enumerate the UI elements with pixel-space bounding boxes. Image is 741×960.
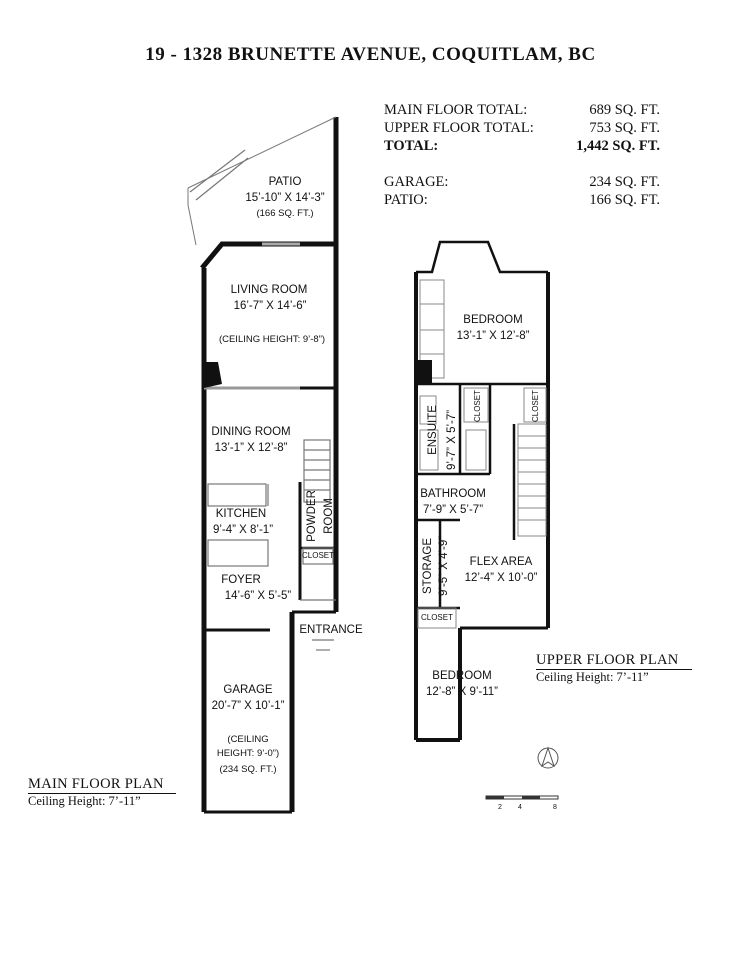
foyer-dims: 14’-6” X 5’-5”	[224, 590, 292, 602]
stat-label: MAIN FLOOR TOTAL:	[384, 102, 528, 118]
ensuite-name: ENSUITE	[427, 405, 439, 455]
dining-room-dims: 13’-1” X 12’-8”	[214, 442, 288, 454]
garage-name: GARAGE	[223, 684, 273, 696]
living-room-name: LIVING ROOM	[230, 284, 308, 296]
column-fill	[204, 362, 222, 388]
upper-floor-title: UPPER FLOOR PLAN	[536, 652, 679, 668]
main-floor-title: MAIN FLOOR PLAN	[28, 776, 164, 792]
storage-dims: 9’-5” X 4’-9”	[438, 535, 450, 596]
main-floor-caption	[28, 776, 176, 809]
stat-value: 753 SQ. FT.	[589, 120, 660, 136]
scale-tick: 2	[498, 804, 502, 811]
north-arrow-icon	[538, 748, 558, 768]
stat-label: UPPER FLOOR TOTAL:	[384, 120, 534, 136]
garage-dims: 20’-7” X 10’-1”	[211, 700, 285, 712]
upper-column-fill	[416, 360, 432, 384]
closet-c-label: CLOSET	[420, 613, 453, 622]
foyer-name: FOYER	[221, 574, 261, 586]
stat-value: 689 SQ. FT.	[589, 102, 660, 118]
powder-room-name: POWDER	[306, 490, 318, 542]
garage-area: (234 SQ. FT.)	[219, 764, 277, 775]
patio-name: PATIO	[268, 176, 302, 188]
stat-label: GARAGE:	[384, 174, 449, 190]
stat-label: PATIO:	[384, 192, 428, 208]
stat-value: 1,442 SQ. FT.	[576, 138, 660, 154]
upper-floor-caption	[536, 652, 692, 685]
scale-tick: 4	[518, 804, 522, 811]
kitchen-name: KITCHEN	[215, 508, 267, 520]
patio-dims: 15’-10” X 14’-3”	[245, 192, 325, 204]
entrance-label: ENTRANCE	[299, 624, 363, 636]
bedroom-2-name: BEDROOM	[432, 670, 492, 682]
main-closet-label: CLOSET	[302, 551, 335, 560]
flex-area-name: FLEX AREA	[469, 556, 533, 568]
stat-value: 166 SQ. FT.	[589, 192, 660, 208]
bedroom-2-dims: 12’-8” X 9’-11”	[425, 686, 498, 698]
flex-area-dims: 12’-4” X 10’-0”	[464, 572, 538, 584]
scale-tick: 8	[553, 804, 557, 811]
main-floor-ceiling: Ceiling Height: 7’-11”	[28, 794, 141, 808]
garage-note-1: (CEILING	[227, 734, 269, 745]
scale-bar	[486, 796, 558, 799]
storage-name: STORAGE	[422, 537, 434, 595]
stat-value: 234 SQ. FT.	[589, 174, 660, 190]
bedroom-1-dims: 13’-1” X 12’-8”	[456, 330, 530, 342]
page-title: 19 - 1328 BRUNETTE AVENUE, COQUITLAM, BC	[145, 44, 596, 65]
bathroom-dims: 7’-9” X 5’-7”	[422, 504, 484, 516]
stat-label: TOTAL:	[384, 138, 439, 154]
bedroom-1-name: BEDROOM	[463, 314, 523, 326]
closet-a-label: CLOSET	[473, 390, 482, 423]
powder-room-name-2: ROOM	[323, 498, 335, 534]
bathroom-name: BATHROOM	[420, 488, 486, 500]
ensuite-dims: 9’-7” X 5’-7”	[446, 409, 458, 470]
closet-b-label: CLOSET	[531, 390, 540, 423]
kitchen-dims: 9’-4” X 8’-1”	[212, 524, 274, 536]
patio-area: (166 SQ. FT.)	[256, 208, 314, 219]
garage-note-2: HEIGHT: 9’-0”)	[216, 748, 280, 759]
living-room-dims: 16’-7” X 14’-6”	[233, 300, 307, 312]
upper-floor-ceiling: Ceiling Height: 7’-11”	[536, 670, 649, 684]
living-room-note: (CEILING HEIGHT: 9’-8”)	[218, 334, 326, 345]
dining-room-name: DINING ROOM	[211, 426, 291, 438]
